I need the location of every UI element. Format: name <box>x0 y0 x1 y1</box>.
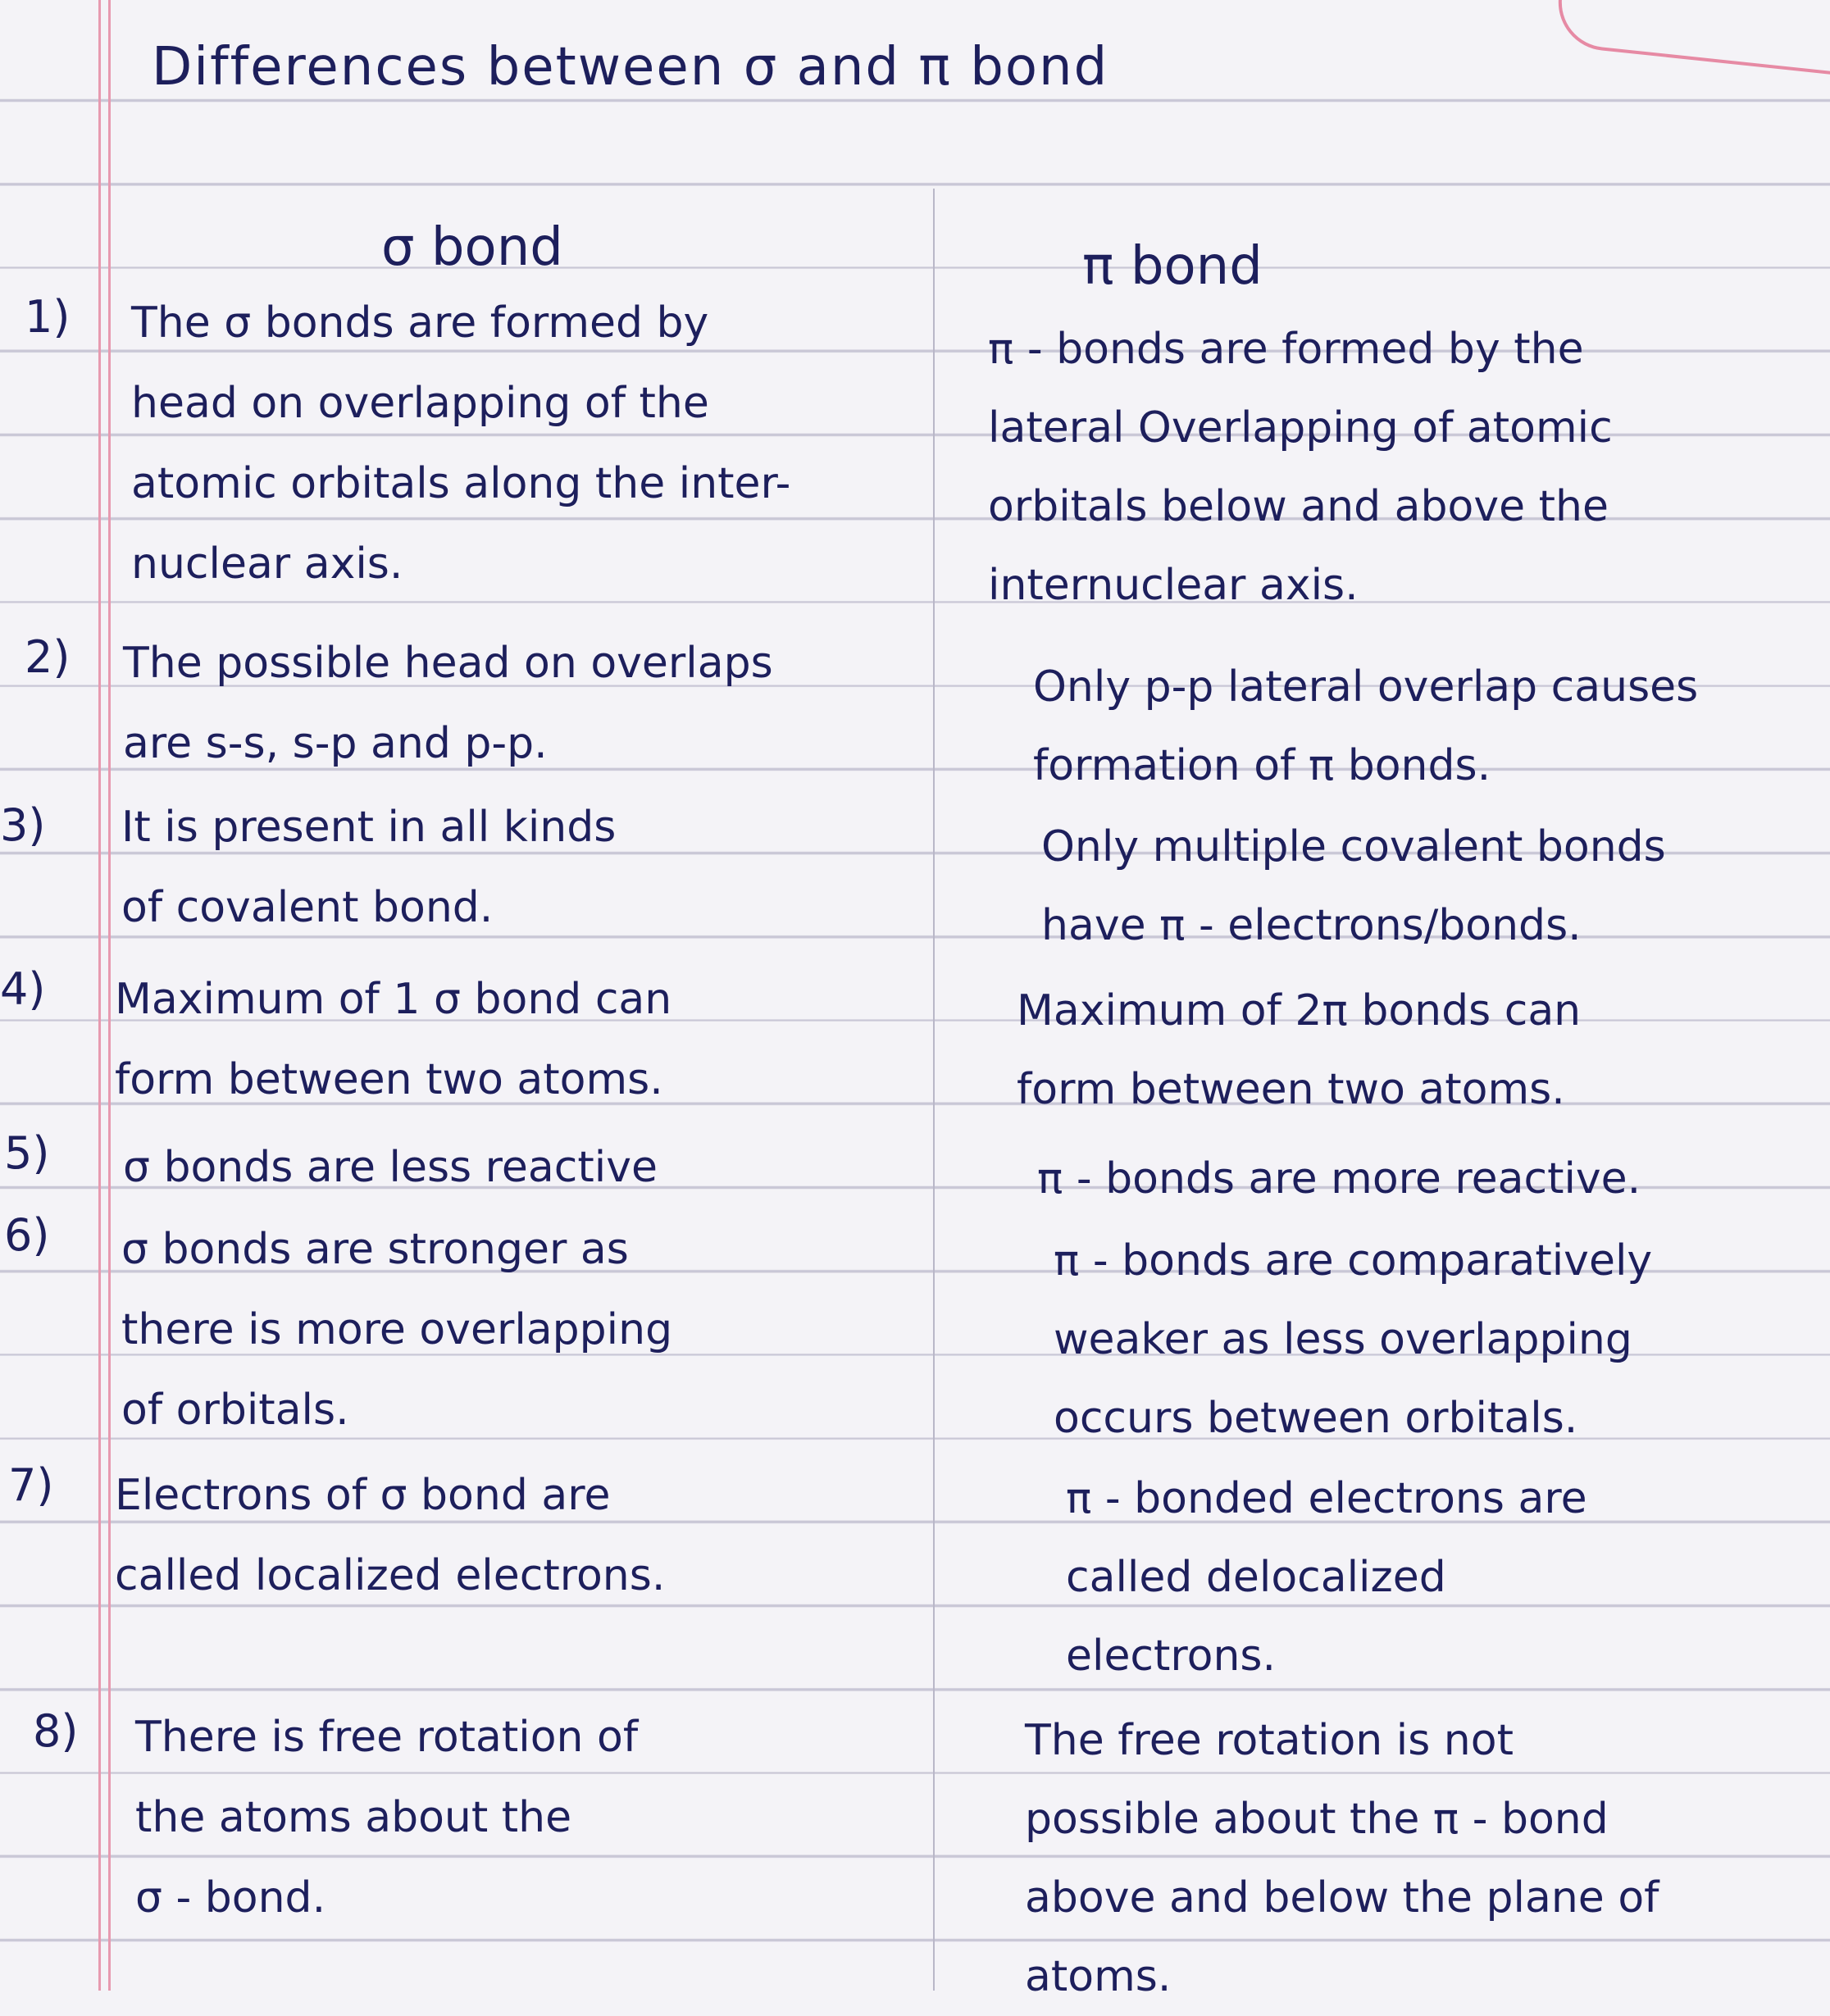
cell-line: π - bonds are formed by the <box>988 325 1584 374</box>
row-number: 2) <box>25 631 71 683</box>
pi-cell <box>1037 1140 1641 1218</box>
cell-line: of covalent bond. <box>121 883 494 932</box>
cell-line: atoms. <box>1025 1952 1172 2001</box>
pi-cell <box>1033 648 1698 805</box>
row-number: 7) <box>8 1459 54 1511</box>
cell-line: have π - electrons/bonds. <box>1041 901 1582 950</box>
cell-line: head on overlapping of the <box>131 379 709 428</box>
corner-pen-mark <box>1554 0 1830 82</box>
cell-line: It is present in all kinds <box>121 803 617 852</box>
sigma-cell <box>115 1455 665 1616</box>
cell-line: Only multiple covalent bonds <box>1041 822 1666 871</box>
row-number: 3) <box>0 799 46 851</box>
row-number: 8) <box>33 1705 79 1757</box>
pi-cell <box>1025 1701 1659 2016</box>
margin-line-right <box>108 0 111 1991</box>
cell-line: σ bonds are less reactive <box>123 1143 658 1192</box>
cell-line: Only p-p lateral overlap causes <box>1033 662 1699 712</box>
sigma-cell <box>135 1697 638 1938</box>
cell-line: there is more overlapping <box>121 1305 673 1354</box>
cell-line: possible about the π - bond <box>1025 1795 1609 1844</box>
cell-line: form between two atoms. <box>1017 1065 1565 1114</box>
sigma-cell <box>115 959 671 1120</box>
cell-line: form between two atoms. <box>115 1055 663 1104</box>
cell-line: internuclear axis. <box>988 561 1359 610</box>
row-number: 4) <box>0 963 46 1015</box>
cell-line: atomic orbitals along the inter- <box>131 459 791 508</box>
sigma-column-heading: σ bond <box>381 217 563 278</box>
cell-line: Maximum of 2π bonds can <box>1017 986 1582 1035</box>
cell-line: nuclear axis. <box>131 539 403 589</box>
sigma-cell <box>121 1209 672 1450</box>
margin-line-left <box>98 0 101 1991</box>
row-number: 5) <box>4 1127 50 1179</box>
cell-line: There is free rotation of <box>135 1713 639 1762</box>
pi-cell <box>988 310 1613 625</box>
cell-line: of orbitals. <box>121 1386 349 1435</box>
row-number: 1) <box>25 291 71 343</box>
sigma-cell <box>123 623 773 784</box>
cell-line: electrons. <box>1066 1631 1277 1681</box>
cell-line: π - bonds are more reactive. <box>1037 1154 1641 1204</box>
cell-line: called delocalized <box>1066 1553 1446 1602</box>
cell-line: weaker as less overlapping <box>1054 1315 1632 1364</box>
cell-line: The free rotation is not <box>1025 1716 1514 1765</box>
sigma-cell <box>131 283 790 604</box>
pi-column-heading: π bond <box>1082 236 1263 297</box>
cell-line: formation of π bonds. <box>1033 741 1491 790</box>
sigma-cell <box>121 787 616 948</box>
column-divider <box>933 189 935 1991</box>
cell-line: The possible head on overlaps <box>123 639 773 688</box>
cell-line: orbitals below and above the <box>988 482 1609 531</box>
cell-line: The σ bonds are formed by <box>131 298 709 348</box>
cell-line: Maximum of 1 σ bond can <box>115 975 672 1024</box>
cell-line: the atoms about the <box>135 1793 572 1842</box>
cell-line: are s-s, s-p and p-p. <box>123 719 548 768</box>
cell-line: π - bonds are comparatively <box>1054 1236 1653 1286</box>
pi-cell <box>1054 1222 1652 1458</box>
sigma-cell <box>123 1127 658 1208</box>
pi-cell <box>1017 972 1581 1129</box>
cell-line: σ - bond. <box>135 1873 326 1923</box>
cell-line: lateral Overlapping of atomic <box>988 403 1613 453</box>
cell-line: occurs between orbitals. <box>1054 1394 1578 1443</box>
pi-cell <box>1041 808 1666 965</box>
cell-line: called localized electrons. <box>115 1551 666 1600</box>
cell-line: σ bonds are stronger as <box>121 1225 629 1274</box>
cell-line: Electrons of σ bond are <box>115 1471 611 1520</box>
pi-cell <box>1066 1459 1587 1695</box>
row-number: 6) <box>4 1209 50 1261</box>
cell-line: above and below the plane of <box>1025 1873 1659 1923</box>
cell-line: π - bonded electrons are <box>1066 1474 1587 1523</box>
page-title: Differences between σ and π bond <box>152 37 1109 98</box>
